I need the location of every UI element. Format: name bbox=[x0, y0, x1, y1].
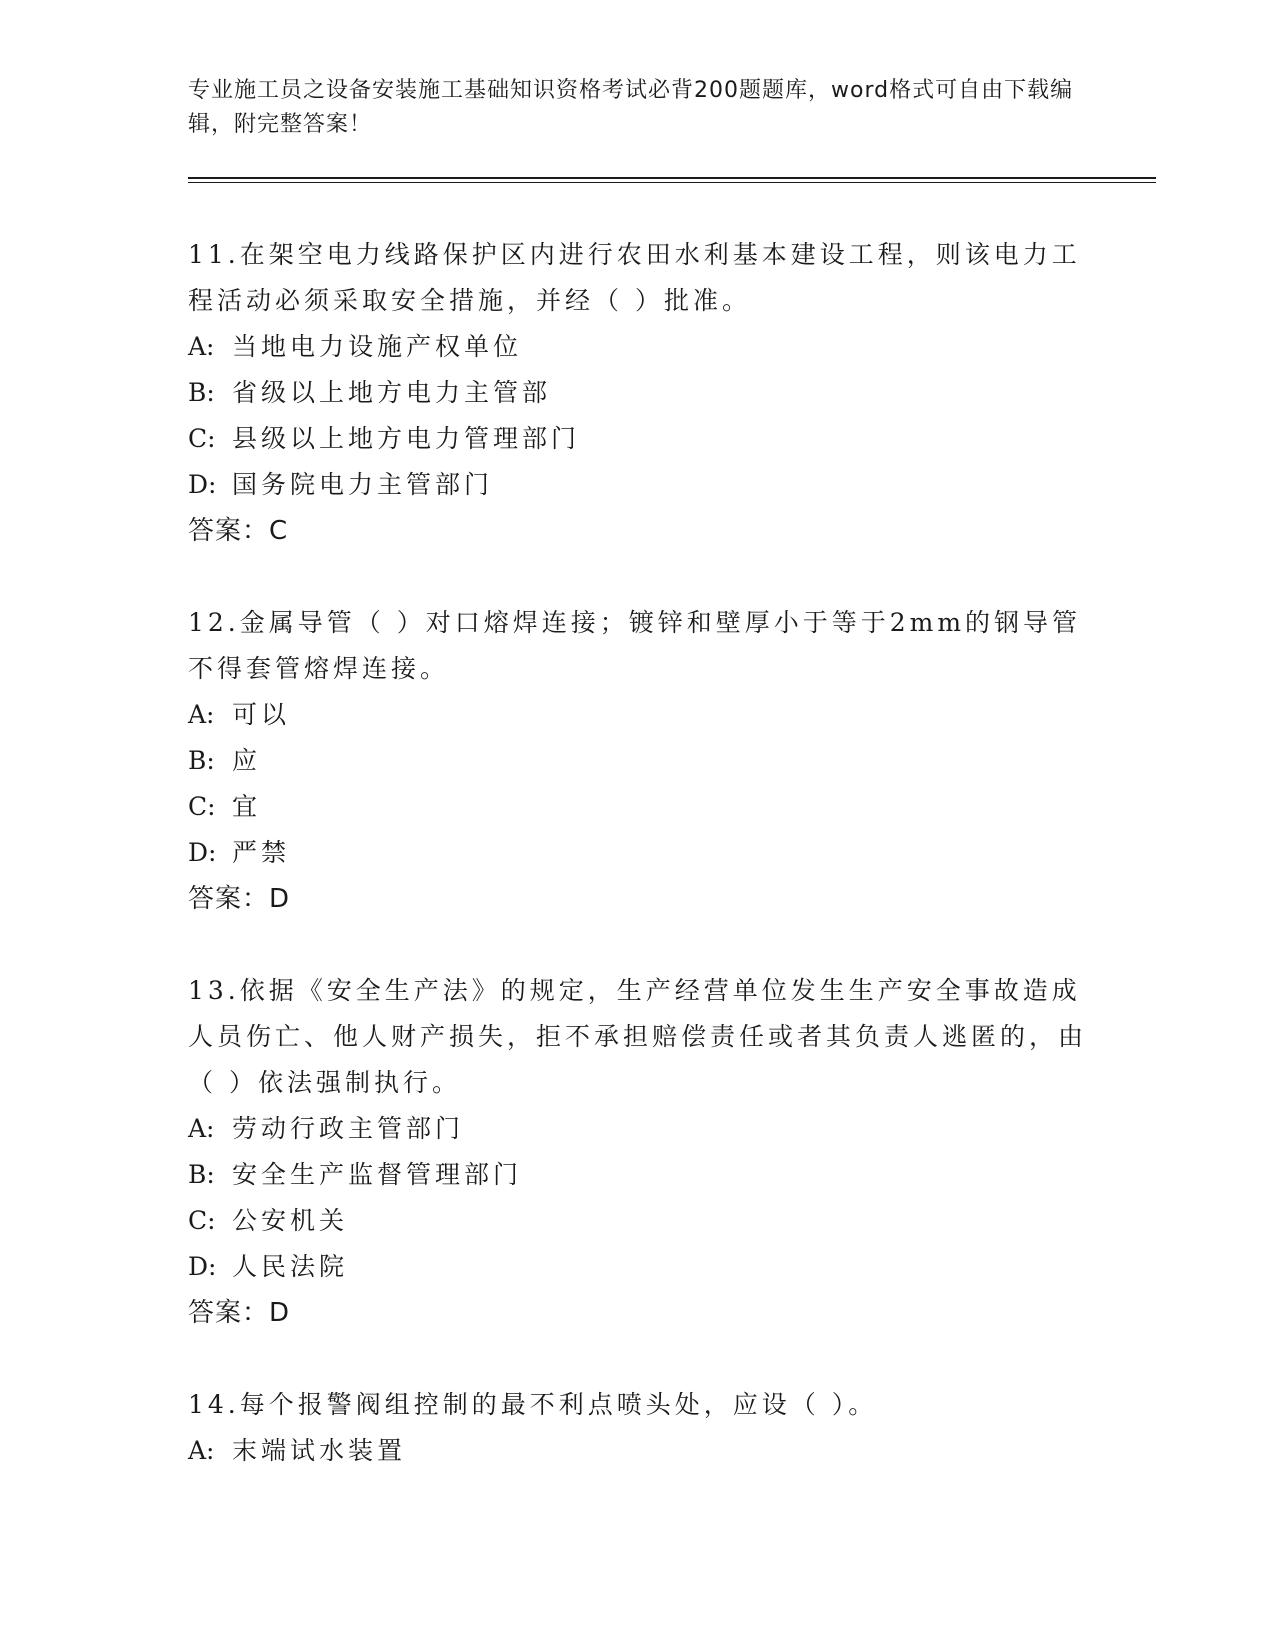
option-b bbox=[188, 738, 1088, 784]
option-a bbox=[188, 1428, 1088, 1474]
option-c bbox=[188, 416, 1088, 462]
question-stem: 13.依据《安全生产法》的规定，生产经营单位发生生产安全事故造成人员伤亡、他人财产损失，拒不承担赔偿责任或者其负责人逃匿的，由（ ）依法强制执行。 bbox=[188, 976, 1088, 1097]
option-d bbox=[188, 462, 1088, 508]
option-a bbox=[188, 1106, 1088, 1152]
option-letter: A: bbox=[188, 332, 215, 361]
option-letter: D: bbox=[188, 470, 217, 499]
answer-line: 答案：D bbox=[188, 1298, 291, 1328]
option-text: 国务院电力主管部门 bbox=[232, 470, 494, 499]
question-stem: 12.金属导管（ ）对口熔焊连接；镀锌和壁厚小于等于2mm的钢导管不得套管熔焊连接。 bbox=[188, 608, 1082, 683]
option-letter: C: bbox=[188, 1206, 216, 1235]
answer-line: 答案：C bbox=[188, 516, 289, 546]
question-13 bbox=[188, 968, 1088, 1336]
option-d bbox=[188, 830, 1088, 876]
option-text: 县级以上地方电力管理部门 bbox=[232, 424, 581, 453]
option-letter: B: bbox=[188, 746, 215, 775]
option-a bbox=[188, 324, 1088, 370]
option-text: 严禁 bbox=[232, 838, 291, 867]
option-text: 省级以上地方电力主管部 bbox=[232, 378, 552, 407]
question-stem: 14.每个报警阀组控制的最不利点喷头处，应设（ ）。 bbox=[188, 1390, 878, 1419]
option-text: 公安机关 bbox=[232, 1206, 349, 1235]
answer-line: 答案：D bbox=[188, 884, 291, 914]
question-11 bbox=[188, 232, 1088, 554]
option-c bbox=[188, 1198, 1088, 1244]
question-14 bbox=[188, 1382, 1088, 1474]
option-letter: C: bbox=[188, 792, 216, 821]
option-text: 劳动行政主管部门 bbox=[232, 1114, 465, 1143]
option-text: 人民法院 bbox=[232, 1252, 349, 1281]
page-header bbox=[188, 74, 1088, 142]
option-letter: A: bbox=[188, 1436, 215, 1465]
option-letter: B: bbox=[188, 1160, 215, 1189]
option-text: 安全生产监督管理部门 bbox=[232, 1160, 523, 1189]
option-letter: A: bbox=[188, 700, 215, 729]
question-stem: 11.在架空电力线路保护区内进行农田水利基本建设工程，则该电力工程活动必须采取安全措施，并经（ ）批准。 bbox=[188, 240, 1081, 315]
option-b bbox=[188, 1152, 1088, 1198]
option-letter: C: bbox=[188, 424, 216, 453]
option-text: 当地电力设施产权单位 bbox=[232, 332, 523, 361]
option-letter: D: bbox=[188, 838, 217, 867]
option-b bbox=[188, 370, 1088, 416]
option-text: 末端试水装置 bbox=[232, 1436, 407, 1465]
question-12 bbox=[188, 600, 1088, 922]
option-text: 可以 bbox=[232, 700, 291, 729]
option-letter: D: bbox=[188, 1252, 217, 1281]
option-letter: B: bbox=[188, 378, 215, 407]
question-list bbox=[188, 232, 1088, 1520]
option-letter: A: bbox=[188, 1114, 215, 1143]
option-text: 应 bbox=[232, 746, 262, 775]
option-a bbox=[188, 692, 1088, 738]
option-text: 宜 bbox=[232, 792, 262, 821]
option-c bbox=[188, 784, 1088, 830]
header-divider bbox=[188, 177, 1156, 179]
header-title: 专业施工员之设备安装施工基础知识资格考试必背200题题库，word格式可自由下载编辑，附完整答案！ bbox=[188, 78, 1074, 137]
option-d bbox=[188, 1244, 1088, 1290]
